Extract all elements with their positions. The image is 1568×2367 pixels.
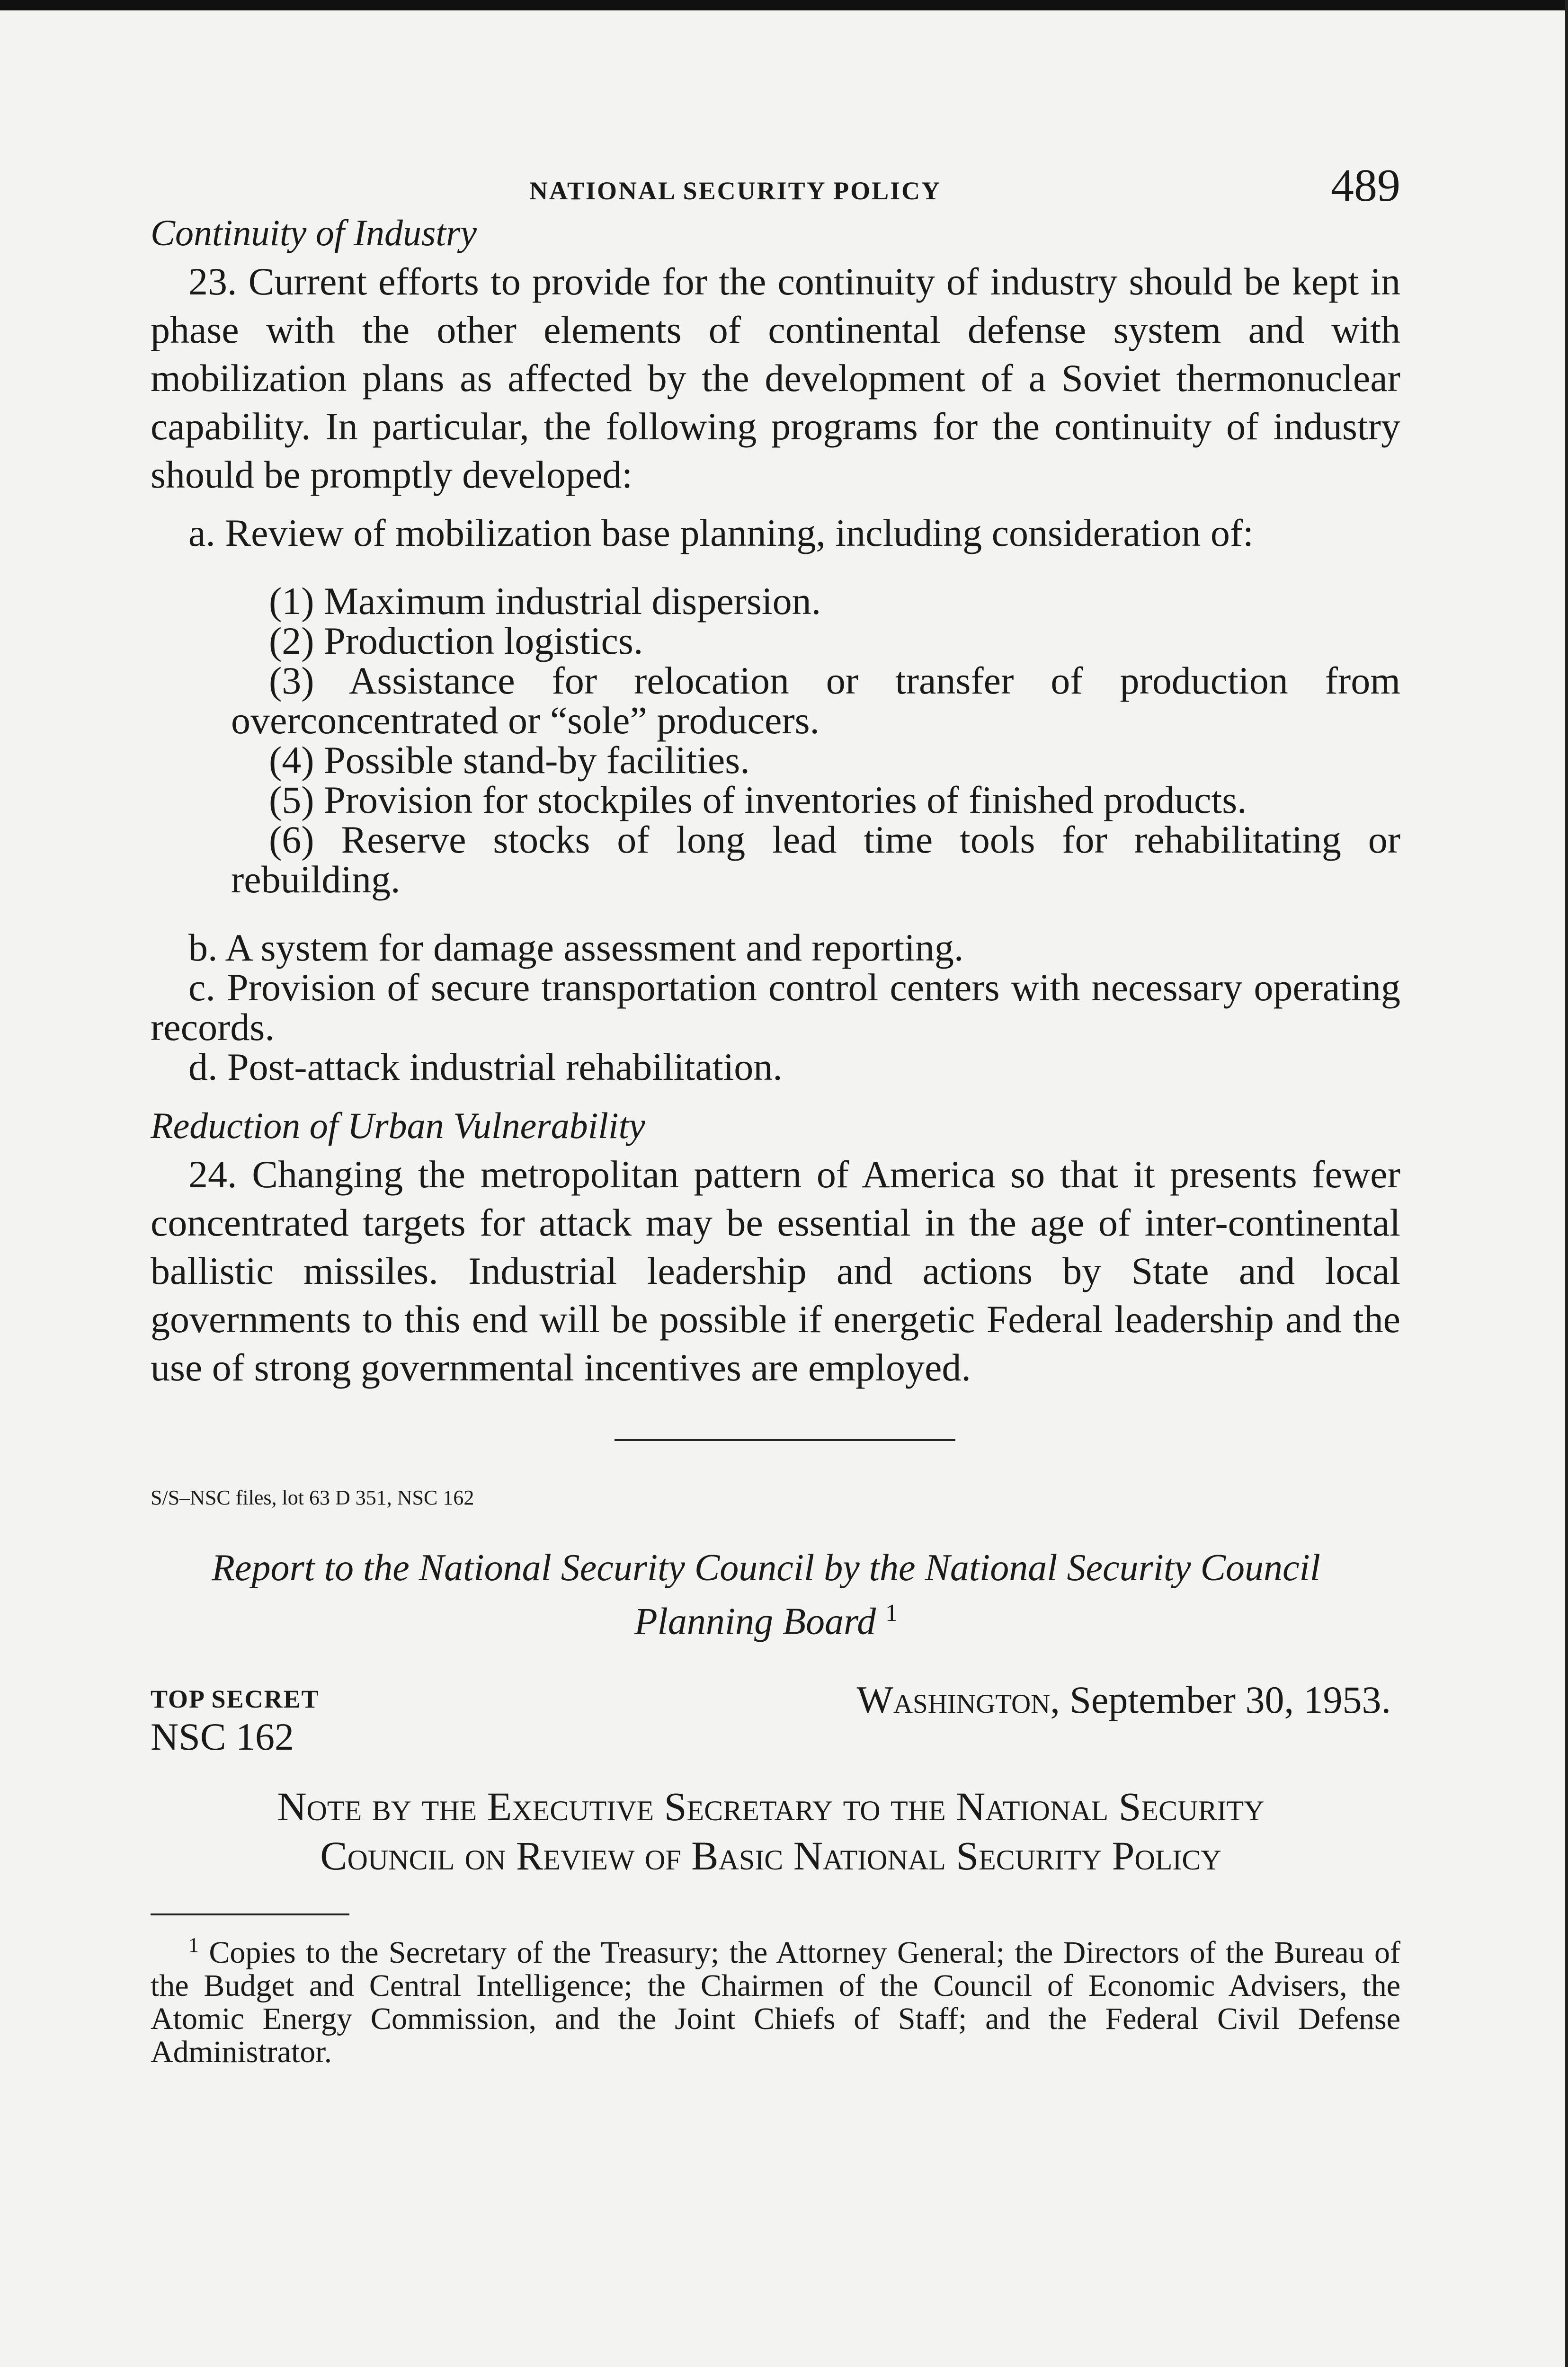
top-border-rule xyxy=(0,0,1568,10)
section-heading-urban: Reduction of Urban Vulnerability xyxy=(151,1105,645,1146)
document-page xyxy=(151,156,1400,2069)
item-c: c. Provision of secure transportation control centers with necessary operating records. xyxy=(151,966,1400,1049)
sub-item-list xyxy=(231,581,1400,899)
dateline-city: Washington xyxy=(856,1678,1051,1721)
item-a: a. Review of mobilization base planning, including consideration of: xyxy=(188,511,1254,554)
footnote-text: Copies to the Secretary of the Treasury; the Attorney General; the Directors of the Bureau of the Budget and Central Intelligence; the Chairmen of the Council of Economic Advisers, the Atomic Energy Commission, and the Joint Chiefs of Staff; and the Federal Civil Defense Administrator. xyxy=(151,1935,1400,2069)
section-divider xyxy=(615,1439,955,1441)
paragraph-24: 24. Changing the metropolitan pattern of America so that it presents fewer concentrated targets for attack may be essential in the age of inter-continental ballistic missiles. Industrial leadership and actions by State and local governments to this end will be possible if energetic Federal leadership and the use of strong governmental incentives are employed. xyxy=(151,1153,1400,1389)
classification-label: TOP SECRET xyxy=(151,1684,320,1713)
list-item: (6) Reserve stocks of long lead time tools for rehabilitating or rebuilding. xyxy=(231,818,1400,901)
document-number: NSC 162 xyxy=(151,1715,294,1758)
running-header xyxy=(151,156,1400,211)
footnote-rule xyxy=(151,1913,349,1915)
report-title xyxy=(151,1545,1400,1645)
report-title-text: Report to the National Security Council by the National Security Council Planning Board xyxy=(212,1547,1320,1643)
source-note: S/S–NSC files, lot 63 D 351, NSC 162 xyxy=(151,1486,474,1509)
document-meta xyxy=(151,1678,1400,1763)
note-title-line-2: Council on Review of Basic National Security Policy xyxy=(320,1833,1221,1878)
item-b: b. A system for damage assessment and reporting. xyxy=(188,926,964,969)
item-d: d. Post-attack industrial rehabilitation. xyxy=(188,1045,783,1088)
list-item: (2) Production logistics. xyxy=(269,619,643,662)
list-item: (5) Provision for stockpiles of inventories of finished products. xyxy=(269,778,1247,821)
running-title: NATIONAL SECURITY POLICY xyxy=(529,177,942,205)
list-item: (3) Assistance for relocation or transfer of production from overconcentrated or “sole” producers. xyxy=(231,659,1400,742)
right-border-rule xyxy=(1565,0,1568,2367)
list-item: (4) Possible stand-by facilities. xyxy=(269,739,750,782)
footnote xyxy=(151,1929,1400,2069)
dateline xyxy=(856,1678,1391,1722)
paragraph-23: 23. Current efforts to provide for the continuity of industry should be kept in phase with the other elements of continental defense system and with mobilization plans as affected by the development of a Soviet thermonuclear capability. In particular, the following programs for the continuity of industry should be promptly developed: xyxy=(151,260,1400,496)
footnote-mark: 1 xyxy=(188,1933,199,1957)
footnote-reference[interactable]: 1 xyxy=(885,1600,898,1627)
list-item: (1) Maximum industrial dispersion. xyxy=(269,579,821,623)
dateline-date: , September 30, 1953. xyxy=(1050,1678,1391,1721)
section-heading-industry: Continuity of Industry xyxy=(151,212,477,253)
note-title-line-1: Note by the Executive Secretary to the National Security xyxy=(277,1783,1265,1829)
page-number: 489 xyxy=(1331,160,1400,211)
